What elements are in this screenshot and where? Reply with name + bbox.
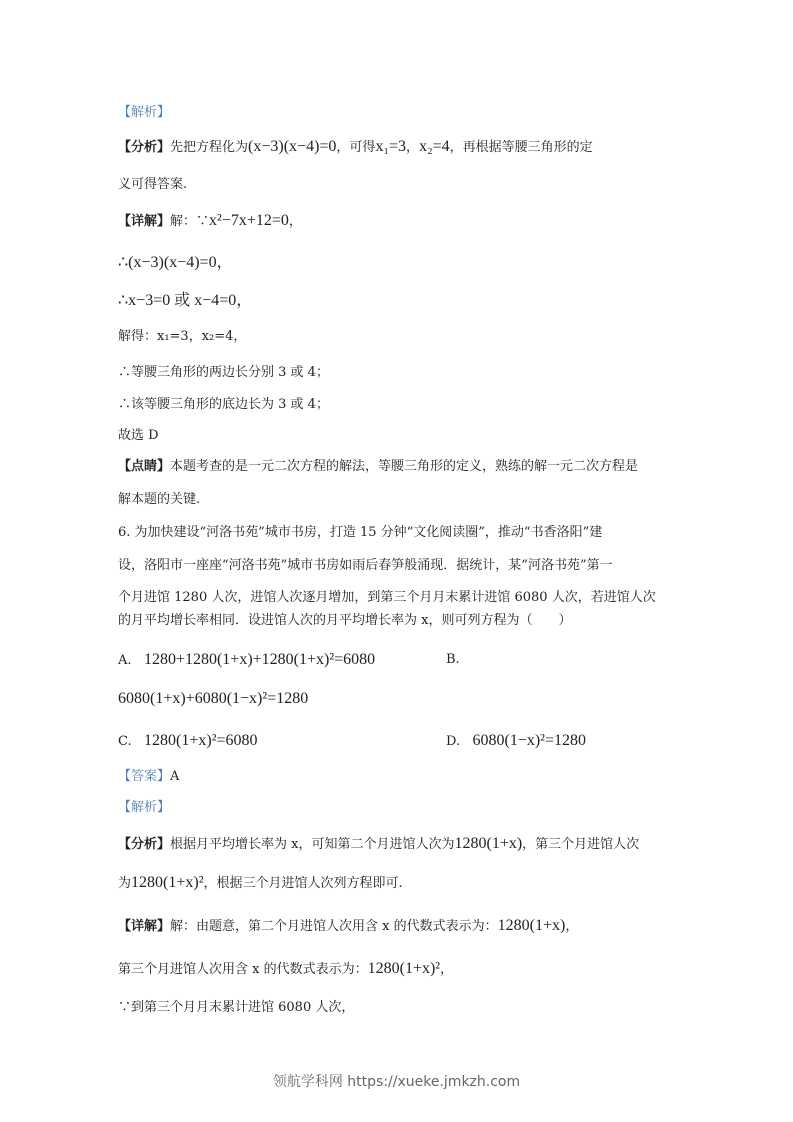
step-3: 解得：x₁=3，x₂=4， — [118, 329, 247, 344]
xiangjie-text: 解：由题意，第二个月进馆人次用含 x 的代数式表示为： — [170, 919, 498, 934]
question-line-2: 设，洛阳市一座座“河洛书苑”城市书房如雨后春笋般涌现．据统计，某“河洛书苑”第一 — [118, 558, 613, 573]
option-d — [446, 732, 586, 751]
fenxi-label: 【分析】 — [118, 140, 171, 155]
step-choose: 故选 D — [118, 428, 159, 443]
fenxi-continuation: 义可得答案. — [118, 177, 188, 192]
root-x1: x₁=3 — [375, 138, 407, 155]
root-x2: x₂=4 — [419, 138, 450, 155]
fenxi-text: ，第三个月进馆人次 — [522, 837, 640, 852]
month2-expression: 1280(1+x) — [454, 835, 523, 852]
xiangjie-label: 【详解】 — [118, 214, 171, 229]
option-b-equation: 6080(1+x)+6080(1−x)²=1280 — [118, 690, 309, 707]
xiangjie-line-2 — [118, 960, 453, 979]
question-line-3: 个月进馆 1280 人次，进馆人次逐月增加，到第三个月月末累计进馆 6080 人次，若进馆人次 — [118, 590, 656, 605]
month3-expression: 1280(1+x)² — [131, 874, 204, 891]
xiangjie-text: 第三个月进馆人次用含 x 的代数式表示为： — [118, 962, 368, 977]
answer-label: 【答案】 — [118, 769, 171, 784]
xiangjie-text: 解：∵ — [170, 214, 210, 229]
xiangjie-line-3: ∵到第三个月月末累计进馆 6080 人次， — [118, 1000, 355, 1015]
answer-value: A — [170, 769, 180, 784]
step-5: ∴该等腰三角形的底边长为 3 或 4； — [118, 397, 329, 412]
dianjing-continuation: 解本题的关键. — [118, 492, 201, 507]
step-2: ∴x−3=0 或 x−4=0， — [118, 292, 253, 309]
fenxi-text: 为 — [118, 876, 132, 891]
step-1: ∴(x−3)(x−4)=0， — [118, 254, 233, 271]
fenxi-text: ，再根据等腰三角形的定 — [449, 140, 593, 155]
xiangjie-paragraph-2 — [118, 917, 578, 936]
question-line-4: 的月平均增长率相同．设进馆人次的月平均增长率为 x，则可列方程为（ ） — [118, 613, 572, 628]
option-c — [118, 732, 258, 751]
fenxi-continuation-2 — [118, 874, 403, 893]
answer-line — [118, 768, 179, 786]
fenxi-paragraph — [118, 138, 593, 157]
dianjing-text: 本题考查的是一元二次方程的解法，等腰三角形的定义，熟练的解一元二次方程是 — [170, 459, 639, 474]
fenxi-text: ，根据三个月进馆人次列方程即可. — [203, 876, 403, 891]
jiexi-heading-2: 【解析】 — [118, 800, 171, 815]
option-d-label: D. — [446, 734, 461, 749]
jiexi-heading: 【解析】 — [118, 105, 171, 120]
option-a — [118, 651, 375, 670]
fenxi-text: 根据月平均增长率为 x，可知第二个月进馆人次为 — [170, 837, 455, 852]
separator: ， — [565, 919, 579, 934]
dianjing-paragraph — [118, 458, 638, 476]
month2-expression-detail: 1280(1+x) — [497, 917, 566, 934]
dianjing-label: 【点睛】 — [118, 459, 171, 474]
footer-watermark: 领航学科网 https://xueke.jmkzh.com — [272, 1074, 521, 1090]
separator: ， — [440, 962, 454, 977]
question-line-1: 6. 为加快建设“河洛书苑”城市书房，打造 15 分钟“文化阅读圈”，推动“书香洛阳”建 — [118, 525, 603, 540]
step-4: ∴等腰三角形的两边长分别 3 或 4； — [118, 365, 329, 380]
separator: ， — [288, 214, 302, 229]
fenxi-text: 先把方程化为 — [170, 140, 249, 155]
xiangjie-paragraph — [118, 212, 302, 231]
option-b-label: B. — [446, 652, 460, 667]
fenxi-label-2: 【分析】 — [118, 837, 171, 852]
fenxi-text: ，可得 — [336, 140, 376, 155]
month3-expression-detail: 1280(1+x)² — [367, 960, 441, 977]
xiangjie-label-2: 【详解】 — [118, 919, 171, 934]
factored-equation: (x−3)(x−4)=0 — [248, 138, 337, 155]
option-d-equation: 6080(1−x)²=1280 — [472, 732, 586, 749]
option-c-label: C. — [118, 734, 132, 749]
fenxi-paragraph-2 — [118, 835, 639, 854]
quadratic-equation: x²−7x+12=0 — [209, 212, 289, 229]
option-a-equation: 1280+1280(1+x)+1280(1+x)²=6080 — [143, 651, 376, 668]
option-c-equation: 1280(1+x)²=6080 — [144, 732, 258, 749]
option-a-label: A. — [118, 653, 132, 668]
separator: ， — [406, 140, 420, 155]
